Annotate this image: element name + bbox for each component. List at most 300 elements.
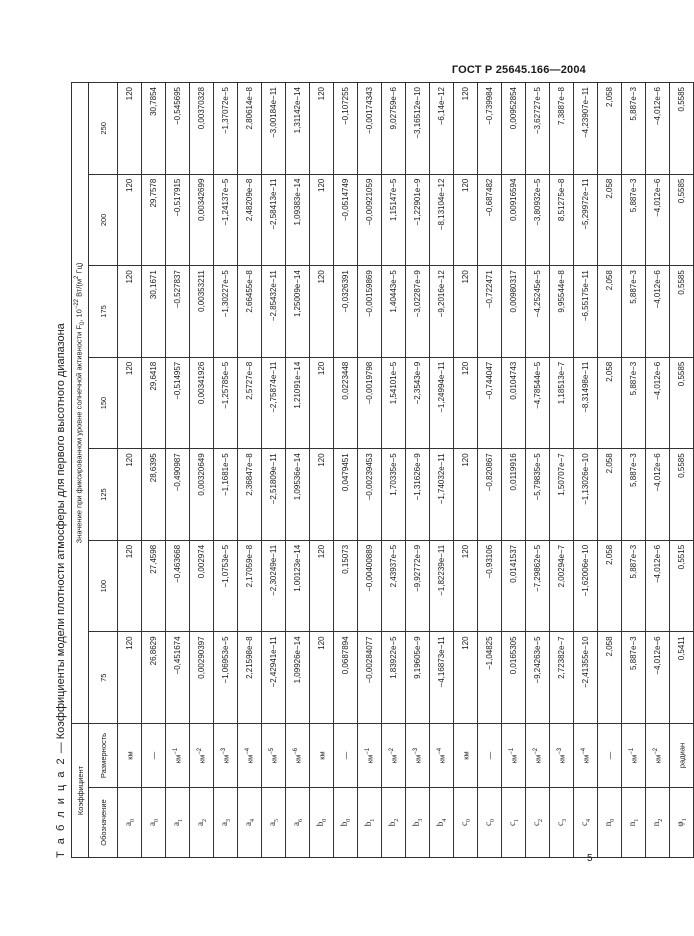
table-row (118, 83, 142, 858)
coef-symbol-letter: c (555, 822, 566, 826)
coef-value: 0,0119916 (502, 449, 526, 541)
coef-dimension (166, 723, 190, 787)
coef-value: −1,24137e−5 (214, 174, 238, 266)
coef-value: −2,41355e−10 (574, 632, 598, 724)
coef-value: 0,00916594 (502, 174, 526, 266)
coef-value: 5,887e−3 (622, 540, 646, 632)
coef-value: 0,0104743 (502, 357, 526, 449)
coef-dimension-unit: км (653, 754, 663, 764)
coef-value: −4,78544e−5 (526, 357, 550, 449)
coef-value: −1,25785e−5 (214, 357, 238, 449)
coef-value: −1,06953e−5 (214, 632, 238, 724)
coef-value: −0,00284077 (358, 632, 382, 724)
coef-value: 120 (454, 266, 478, 358)
coef-value: −9,92772e−9 (406, 540, 430, 632)
flux-level: 125 (89, 449, 118, 541)
coef-value: −4,012e−6 (646, 449, 670, 541)
coef-symbol-letter: a (267, 822, 278, 826)
coef-value: 0,00290397 (190, 632, 214, 724)
coef-value: −0,463668 (166, 540, 190, 632)
coef-symbol-letter: b (363, 821, 374, 827)
coef-symbol-letter: a (195, 822, 206, 826)
coef-symbol-index: 0 (153, 819, 160, 822)
coef-value: −0,527837 (166, 266, 190, 358)
coef-symbol-letter: a (291, 822, 302, 826)
coef-dimension (214, 723, 238, 787)
coef-value: 120 (454, 83, 478, 175)
coef-value: 30,1671 (142, 266, 166, 358)
table-row (286, 83, 310, 858)
coef-symbol (550, 788, 574, 858)
coef-value: 0,5411 (670, 632, 694, 724)
coef-value: 120 (118, 357, 142, 449)
coef-value: −0,744047 (478, 357, 502, 449)
table-row (550, 83, 574, 858)
coef-dimension (262, 723, 286, 787)
flux-level: 150 (89, 357, 118, 449)
coef-dimension (310, 723, 334, 787)
coef-dimension (406, 723, 430, 787)
coef-value: −5,79835e−5 (526, 449, 550, 541)
coef-symbol (382, 788, 406, 858)
coef-dimension (358, 723, 382, 787)
table-row (214, 83, 238, 858)
coef-value: 120 (310, 632, 334, 724)
coef-dimension-unit: км (509, 754, 519, 764)
coef-symbol (574, 788, 598, 858)
symbol-header: Обозначение (89, 788, 118, 858)
coef-symbol-letter: b (339, 821, 350, 827)
coef-dimension-unit: км (557, 754, 567, 764)
coef-value: 2,058 (598, 357, 622, 449)
coef-value: 0,0479451 (334, 449, 358, 541)
coef-value: 1,54101e−5 (382, 357, 406, 449)
coef-value: 2,058 (598, 632, 622, 724)
table-row (502, 83, 526, 858)
coef-value: −2,42941e−11 (262, 632, 286, 724)
coef-value: 0,5585 (670, 83, 694, 175)
coef-value: −0,490987 (166, 449, 190, 541)
coef-symbol-index: 5 (273, 819, 280, 822)
coef-value: −9,2016e−12 (430, 266, 454, 358)
coef-value: −1,74032e−11 (430, 449, 454, 541)
coef-dimension-unit: км (389, 754, 399, 764)
coef-value: 5,887e−3 (622, 449, 646, 541)
coef-value: 27,4598 (142, 540, 166, 632)
coef-symbol-letter: a (171, 822, 182, 826)
coef-value: −4,012e−6 (646, 357, 670, 449)
table-row (598, 83, 622, 858)
coef-dimension-exp: −3 (556, 747, 563, 755)
coef-dimension (430, 723, 454, 787)
coef-value: 0,002974 (190, 540, 214, 632)
coef-dimension-exp: −1 (364, 747, 371, 755)
coef-symbol-letter: φ (675, 821, 686, 827)
coef-value: −1,24994e−11 (430, 357, 454, 449)
coef-value: −0,451674 (166, 632, 190, 724)
header-row-1 (72, 83, 89, 858)
coef-symbol-index: 0 (465, 819, 472, 822)
coef-symbol (502, 788, 526, 858)
table-row (238, 83, 262, 858)
coef-dimension (598, 723, 622, 787)
coef-value: 1,18513e−7 (550, 357, 574, 449)
coef-symbol-letter: b (387, 821, 398, 827)
coef-value: −5,29972e−11 (574, 174, 598, 266)
coef-dimension (382, 723, 406, 787)
coef-value: 1,00123e−14 (286, 540, 310, 632)
coef-dimension-unit: км (221, 754, 231, 764)
coef-value: 0,0141537 (502, 540, 526, 632)
coef-value: −4,012e−6 (646, 540, 670, 632)
coef-value: 2,058 (598, 449, 622, 541)
coef-value: −1,0753e−5 (214, 540, 238, 632)
coef-value: 28,6395 (142, 449, 166, 541)
coef-value: −4,16873e−11 (430, 632, 454, 724)
coef-value: −0,00921059 (358, 174, 382, 266)
coef-value: −0,514957 (166, 357, 190, 449)
coef-value: 120 (454, 540, 478, 632)
coef-dimension-unit: км (125, 751, 135, 760)
coef-value: −1,31626e−9 (406, 449, 430, 541)
coef-value: 2,058 (598, 83, 622, 175)
coef-symbol (622, 788, 646, 858)
coef-value: −2,51809e−11 (262, 449, 286, 541)
coef-symbol (358, 788, 382, 858)
table-row (478, 83, 502, 858)
table-row (166, 83, 190, 858)
table-caption (55, 323, 67, 858)
coef-value: 2,80614e−8 (238, 83, 262, 175)
coef-value: −3,00184e−11 (262, 83, 286, 175)
coef-symbol-letter: c (579, 822, 590, 826)
coef-value: 2,058 (598, 174, 622, 266)
coef-symbol-letter: a (243, 822, 254, 826)
table-row (574, 83, 598, 858)
coef-value: −0,722471 (478, 266, 502, 358)
coef-value: −4,012e−6 (646, 632, 670, 724)
coef-symbol-index: 1 (681, 818, 688, 822)
coef-value: 8,51275e−8 (550, 174, 574, 266)
coef-symbol-letter: c (483, 822, 494, 826)
coef-value: −0,93106 (478, 540, 502, 632)
coef-value: −2,30249e−11 (262, 540, 286, 632)
coef-dimension-unit: км (629, 754, 639, 764)
coef-symbol-letter: a (147, 822, 158, 826)
coef-dimension (334, 723, 358, 787)
table-caption-text: — Коэффициенты модели плотности атмосферы для первого высотного диапазона (55, 323, 67, 757)
coef-value: 0,00342699 (190, 174, 214, 266)
coef-value: 0,00320649 (190, 449, 214, 541)
coef-value: 2,5727e−8 (238, 357, 262, 449)
coef-symbol-index: 3 (561, 819, 568, 822)
coef-dimension-exp: −4 (244, 747, 251, 755)
coef-dimension-unit: км (245, 754, 255, 764)
coef-dimension (286, 723, 310, 787)
coef-symbol-index: 2 (393, 818, 400, 822)
coef-value: −1,30227e−5 (214, 266, 238, 358)
coef-value: 1,50707e−7 (550, 449, 574, 541)
coef-symbol-index: 2 (537, 819, 544, 822)
coef-value: 30,7854 (142, 83, 166, 175)
coef-value: 1,21091e−14 (286, 357, 310, 449)
coef-symbol-letter: b (315, 821, 326, 827)
table-row (454, 83, 478, 858)
coef-value: 1,31142e−14 (286, 83, 310, 175)
coef-value: −4,012e−6 (646, 174, 670, 266)
coef-value: 0,0687894 (334, 632, 358, 724)
coef-value: 1,09383e−14 (286, 174, 310, 266)
coef-value: 9,02759e−6 (382, 83, 406, 175)
coef-value: 2,058 (598, 540, 622, 632)
coef-dimension-exp: −2 (652, 747, 659, 755)
flux-level: 200 (89, 174, 118, 266)
coef-dimension-unit: км (317, 751, 327, 760)
coef-symbol-letter: n (603, 821, 614, 827)
coef-value: −0,0019798 (358, 357, 382, 449)
coef-dimension (454, 723, 478, 787)
coef-dimension-exp: −5 (268, 747, 275, 755)
rotated-table-block (55, 82, 688, 858)
coef-symbol (478, 788, 502, 858)
coef-symbol-index: 3 (225, 819, 232, 822)
coef-value: 29,7578 (142, 174, 166, 266)
coef-value: −6,55175e−11 (574, 266, 598, 358)
coef-symbol (214, 788, 238, 858)
coef-dimension-unit: км (365, 754, 375, 764)
coef-value: 1,83922e−5 (382, 632, 406, 724)
table-row (190, 83, 214, 858)
coef-value: 26,8629 (142, 632, 166, 724)
coef-value: 120 (310, 83, 334, 175)
coef-dimension-exp: −4 (436, 747, 443, 755)
coef-dimension-unit: — (485, 751, 495, 760)
table-row (262, 83, 286, 858)
coef-value: −4,012e−6 (646, 83, 670, 175)
coef-dimension-exp: −3 (412, 747, 419, 755)
coef-dimension (118, 723, 142, 787)
flux-header (72, 83, 89, 724)
coef-value: 2,21598e−8 (238, 632, 262, 724)
coef-symbol (646, 788, 670, 858)
coef-value: −1,04825 (478, 632, 502, 724)
coef-header: Коэффициент (72, 723, 89, 857)
table-row (430, 83, 454, 858)
coef-value: −0,687482 (478, 174, 502, 266)
coef-value: 0,15073 (334, 540, 358, 632)
coef-value: −4,012e−6 (646, 266, 670, 358)
coef-symbol-index: 1 (633, 818, 640, 822)
coef-symbol-index: 1 (177, 819, 184, 822)
coef-symbol-index: 2 (657, 818, 664, 822)
coef-value: 2,058 (598, 266, 622, 358)
coef-symbol (190, 788, 214, 858)
table-row (646, 83, 670, 858)
coef-value: −0,739984 (478, 83, 502, 175)
coef-symbol-letter: n (627, 821, 638, 827)
coef-symbol (598, 788, 622, 858)
coef-value: −0,107255 (334, 83, 358, 175)
coef-value: −2,85432e−11 (262, 266, 286, 358)
coef-dimension-unit: км (437, 754, 447, 764)
coef-symbol (430, 788, 454, 858)
coef-value: 2,17059e−8 (238, 540, 262, 632)
coef-symbol-index: 0 (129, 819, 136, 822)
table-caption-label: Т а б л и ц а 2 (55, 756, 67, 858)
coef-symbol (286, 788, 310, 858)
coef-value: −0,517915 (166, 174, 190, 266)
coef-dimension-exp: −6 (292, 747, 299, 755)
coef-symbol (118, 788, 142, 858)
table-row (310, 83, 334, 858)
coef-dimension (190, 723, 214, 787)
coef-value: 1,40443e−5 (382, 266, 406, 358)
coef-value: −8,13104e−12 (430, 174, 454, 266)
coef-symbol (454, 788, 478, 858)
coef-dimension-unit: — (341, 751, 351, 760)
table-body (118, 83, 694, 858)
coef-symbol (526, 788, 550, 858)
coef-symbol-letter: n (651, 821, 662, 827)
coef-value: 1,25009e−14 (286, 266, 310, 358)
coef-symbol-index: 0 (489, 819, 496, 822)
coef-dimension-unit: — (605, 751, 615, 760)
coef-symbol-letter: c (459, 822, 470, 826)
coef-value: 120 (310, 449, 334, 541)
coef-value: −0,0514749 (334, 174, 358, 266)
coef-dimension-exp: −1 (172, 747, 179, 755)
coef-symbol-index: 6 (297, 819, 304, 822)
coef-value: 1,15147e−5 (382, 174, 406, 266)
coef-value: 5,887e−3 (622, 83, 646, 175)
flux-level: 75 (89, 632, 118, 724)
coef-value: 0,00341926 (190, 357, 214, 449)
coef-value: 0,5515 (670, 540, 694, 632)
coef-dimension (142, 723, 166, 787)
coef-dimension-unit: км (173, 754, 183, 764)
coef-value: 29,6418 (142, 357, 166, 449)
coef-value: 0,00353211 (190, 266, 214, 358)
coef-symbol-index: 1 (513, 819, 520, 822)
coef-value: −1,62006e−10 (574, 540, 598, 632)
coef-value: 120 (454, 632, 478, 724)
coef-symbol-index: 0 (345, 818, 352, 822)
flux-level: 250 (89, 83, 118, 175)
coef-symbol-index: 3 (417, 818, 424, 822)
coef-value: 120 (118, 174, 142, 266)
coef-value: 2,36847e−8 (238, 449, 262, 541)
coef-dimension (622, 723, 646, 787)
coef-value: −3,80932e−5 (526, 174, 550, 266)
coef-dimension-exp: −4 (580, 747, 587, 755)
dimension-header: Размерность (89, 723, 118, 787)
coef-dimension-exp: −2 (196, 747, 203, 755)
coef-value: 2,72382e−7 (550, 632, 574, 724)
coef-value: 0,00980317 (502, 266, 526, 358)
coef-dimension-unit: км (461, 751, 471, 760)
coef-symbol (262, 788, 286, 858)
coef-symbol (334, 788, 358, 858)
coef-value: −0,545695 (166, 83, 190, 175)
coef-value: −1,22901e−9 (406, 174, 430, 266)
coef-symbol-index: 4 (249, 819, 256, 822)
coef-value: −2,75874e−11 (262, 357, 286, 449)
coef-value: 9,95544e−8 (550, 266, 574, 358)
coef-value: 120 (118, 540, 142, 632)
flux-level: 100 (89, 540, 118, 632)
coef-dimension-exp: −3 (220, 747, 227, 755)
coef-dimension (502, 723, 526, 787)
coef-value: 0,5585 (670, 174, 694, 266)
coef-dimension (646, 723, 670, 787)
coef-value: 1,09926e−14 (286, 632, 310, 724)
flux-header-end: Гц) (74, 262, 84, 276)
coef-dimension-unit: — (149, 751, 159, 760)
coef-dimension-unit: км (533, 754, 543, 764)
coef-value: −0,00239453 (358, 449, 382, 541)
coef-value: 120 (310, 174, 334, 266)
coef-value: −3,62727e−5 (526, 83, 550, 175)
coef-value: 0,00370328 (190, 83, 214, 175)
coef-value: −0,00400889 (358, 540, 382, 632)
coef-dimension (574, 723, 598, 787)
coef-value: 120 (454, 174, 478, 266)
coef-value: −7,29862e−5 (526, 540, 550, 632)
coef-symbol (670, 788, 694, 858)
coef-value: 0,0223448 (334, 357, 358, 449)
table-row (670, 83, 694, 858)
coef-value: 1,70335e−5 (382, 449, 406, 541)
coef-value: 5,887e−3 (622, 174, 646, 266)
coef-dimension-unit: радиан (677, 742, 687, 769)
coef-value: 0,0165305 (502, 632, 526, 724)
coef-value: 2,48209e−8 (238, 174, 262, 266)
coef-value: 0,5585 (670, 357, 694, 449)
page-number: 5 (587, 853, 593, 864)
flux-header-unit: , 10 (74, 309, 84, 322)
coef-symbol-index: 1 (369, 818, 376, 822)
coef-value: −4,23907e−11 (574, 83, 598, 175)
coef-value: 120 (454, 357, 478, 449)
coef-value: −6,14e−12 (430, 83, 454, 175)
coef-value: −3,16512e−10 (406, 83, 430, 175)
flux-header-unit2: Вт/(м (74, 278, 84, 299)
coef-symbol (310, 788, 334, 858)
coef-value: −8,31498e−11 (574, 357, 598, 449)
coef-dimension-unit: км (293, 754, 303, 764)
coef-value: 2,00294e−7 (550, 540, 574, 632)
table-row (406, 83, 430, 858)
coef-dimension-exp: −2 (388, 747, 395, 755)
table-row (526, 83, 550, 858)
coef-symbol-index: 4 (585, 819, 592, 822)
coef-value: −2,58413e−11 (262, 174, 286, 266)
coef-dimension (478, 723, 502, 787)
coef-value: 120 (310, 266, 334, 358)
coef-dimension-exp: −1 (508, 747, 515, 755)
coef-value: −9,24263e−5 (526, 632, 550, 724)
table-row (382, 83, 406, 858)
coef-value: 120 (310, 540, 334, 632)
table-row (142, 83, 166, 858)
coef-symbol (142, 788, 166, 858)
coef-symbol-letter: c (507, 822, 518, 826)
coef-value: 120 (118, 266, 142, 358)
document-id: ГОСТ Р 25645.166—2004 (451, 64, 586, 76)
coef-dimension-unit: км (269, 754, 279, 764)
coef-dimension-exp: −2 (532, 747, 539, 755)
coef-value: 5,887e−3 (622, 266, 646, 358)
